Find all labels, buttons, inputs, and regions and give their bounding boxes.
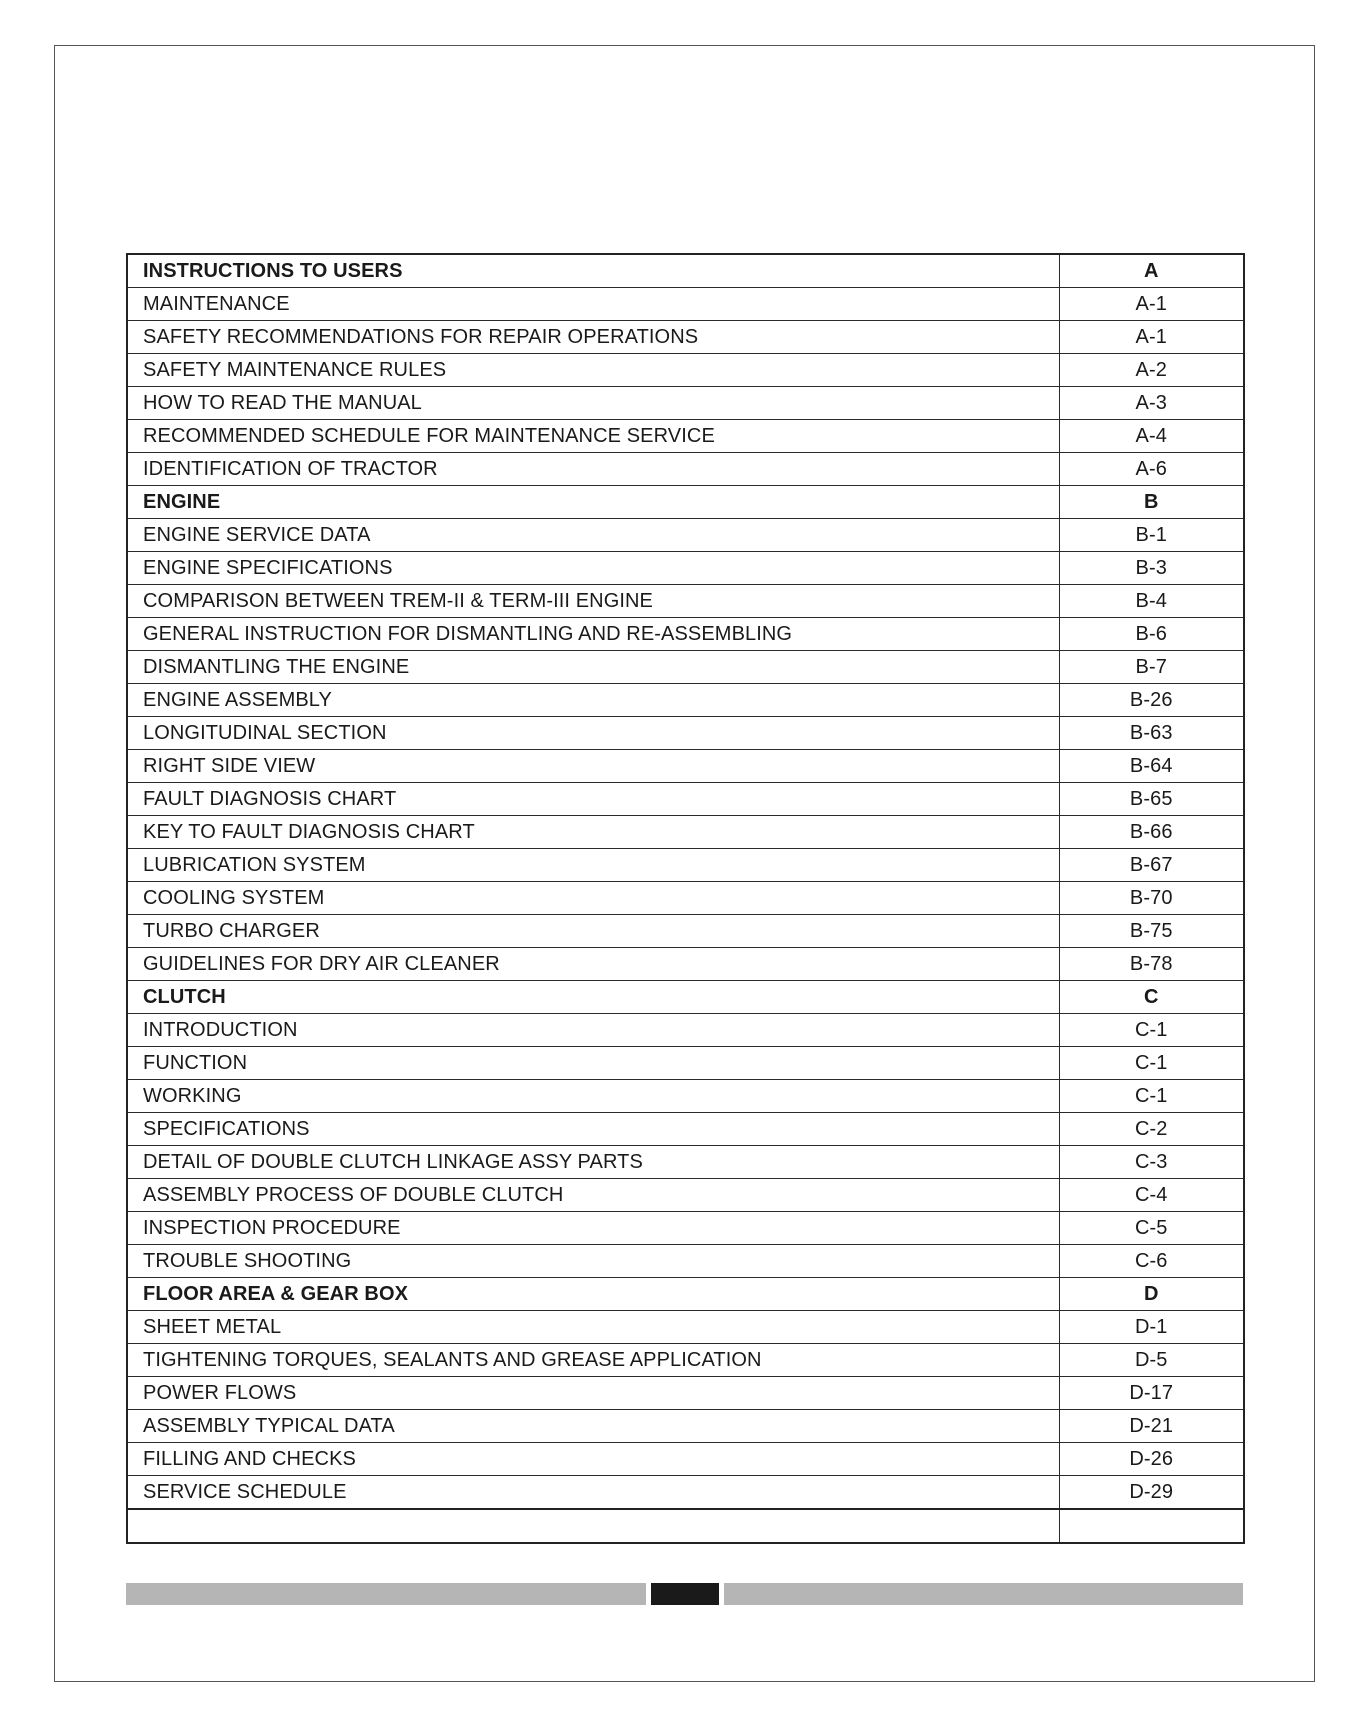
toc-entry-row — [127, 1146, 1244, 1179]
toc-entry-row — [127, 1476, 1244, 1510]
footer-bar-right — [724, 1583, 1243, 1605]
toc-page-number: C-1 — [1059, 1047, 1244, 1080]
toc-entry-title: MAINTENANCE — [127, 288, 1059, 321]
toc-section-title: CLUTCH — [127, 981, 1059, 1014]
toc-entry-row — [127, 651, 1244, 684]
toc-entry-title: LONGITUDINAL SECTION — [127, 717, 1059, 750]
toc-entry-title: HOW TO READ THE MANUAL — [127, 387, 1059, 420]
toc-entry-row — [127, 1014, 1244, 1047]
toc-entry-title: IDENTIFICATION OF TRACTOR — [127, 453, 1059, 486]
toc-entry-row — [127, 1113, 1244, 1146]
toc-entry-title: TROUBLE SHOOTING — [127, 1245, 1059, 1278]
toc-entry-title: ENGINE ASSEMBLY — [127, 684, 1059, 717]
toc-entry-title: SHEET METAL — [127, 1311, 1059, 1344]
toc-entry-title: DISMANTLING THE ENGINE — [127, 651, 1059, 684]
toc-entry-row — [127, 1377, 1244, 1410]
toc-section-letter: D — [1059, 1278, 1244, 1311]
toc-entry-row — [127, 585, 1244, 618]
toc-page-number: A-4 — [1059, 420, 1244, 453]
toc-page-number: B-4 — [1059, 585, 1244, 618]
toc-entry-row — [127, 1047, 1244, 1080]
toc-page-number: D-17 — [1059, 1377, 1244, 1410]
toc-page-number: C-4 — [1059, 1179, 1244, 1212]
toc-page-number: B-66 — [1059, 816, 1244, 849]
toc-page-number: A-1 — [1059, 288, 1244, 321]
toc-page-number: D-5 — [1059, 1344, 1244, 1377]
toc-entry-row — [127, 783, 1244, 816]
toc-entry-title: ASSEMBLY PROCESS OF DOUBLE CLUTCH — [127, 1179, 1059, 1212]
toc-page-number: B-78 — [1059, 948, 1244, 981]
toc-page-number: B-64 — [1059, 750, 1244, 783]
toc-entry-row — [127, 1245, 1244, 1278]
toc-page-number: B-75 — [1059, 915, 1244, 948]
toc-entry-row — [127, 1443, 1244, 1476]
toc-entry-row — [127, 717, 1244, 750]
toc-entry-row — [127, 321, 1244, 354]
toc-entry-title: GENERAL INSTRUCTION FOR DISMANTLING AND RE-ASSEMBLING — [127, 618, 1059, 651]
toc-entry-title: DETAIL OF DOUBLE CLUTCH LINKAGE ASSY PARTS — [127, 1146, 1059, 1179]
toc-entry-row — [127, 387, 1244, 420]
toc-section-title: INSTRUCTIONS TO USERS — [127, 254, 1059, 288]
toc-page-number: A-6 — [1059, 453, 1244, 486]
toc-entry-row — [127, 1410, 1244, 1443]
toc-entry-title: TURBO CHARGER — [127, 915, 1059, 948]
toc-entry-title: LUBRICATION SYSTEM — [127, 849, 1059, 882]
toc-entry-title: FAULT DIAGNOSIS CHART — [127, 783, 1059, 816]
toc-section-row — [127, 486, 1244, 519]
toc-page-number: B-7 — [1059, 651, 1244, 684]
toc-entry-row — [127, 816, 1244, 849]
toc-entry-title: RECOMMENDED SCHEDULE FOR MAINTENANCE SERVICE — [127, 420, 1059, 453]
toc-entry-row — [127, 1344, 1244, 1377]
toc-entry-title: INSPECTION PROCEDURE — [127, 1212, 1059, 1245]
toc-entry-title: INTRODUCTION — [127, 1014, 1059, 1047]
toc-section-letter: A — [1059, 254, 1244, 288]
toc-entry-title: ENGINE SERVICE DATA — [127, 519, 1059, 552]
toc-page-number: B-63 — [1059, 717, 1244, 750]
toc-empty-cell — [1059, 1509, 1244, 1543]
toc-entry-title: SERVICE SCHEDULE — [127, 1476, 1059, 1510]
toc-section-letter: B — [1059, 486, 1244, 519]
toc-entry-row — [127, 1080, 1244, 1113]
toc-section-title: ENGINE — [127, 486, 1059, 519]
toc-entry-row — [127, 552, 1244, 585]
toc-page-number: C-1 — [1059, 1080, 1244, 1113]
toc-section-row — [127, 981, 1244, 1014]
toc-page-number: A-1 — [1059, 321, 1244, 354]
toc-entry-row — [127, 750, 1244, 783]
toc-empty-cell — [127, 1509, 1059, 1543]
toc-entry-row — [127, 618, 1244, 651]
toc-entry-title: FUNCTION — [127, 1047, 1059, 1080]
toc-entry-title: SAFETY MAINTENANCE RULES — [127, 354, 1059, 387]
toc-entry-row — [127, 882, 1244, 915]
toc-entry-title: TIGHTENING TORQUES, SEALANTS AND GREASE APPLICATION — [127, 1344, 1059, 1377]
toc-entry-row — [127, 948, 1244, 981]
toc-entry-title: ASSEMBLY TYPICAL DATA — [127, 1410, 1059, 1443]
toc-entry-title: FILLING AND CHECKS — [127, 1443, 1059, 1476]
toc-entry-title: ENGINE SPECIFICATIONS — [127, 552, 1059, 585]
toc-section-letter: C — [1059, 981, 1244, 1014]
toc-page-number: B-70 — [1059, 882, 1244, 915]
toc-entry-row — [127, 354, 1244, 387]
toc-entry-title: RIGHT SIDE VIEW — [127, 750, 1059, 783]
toc-page-number: B-26 — [1059, 684, 1244, 717]
toc-entry-title: COOLING SYSTEM — [127, 882, 1059, 915]
toc-empty-row — [127, 1509, 1244, 1543]
toc-page-number: D-26 — [1059, 1443, 1244, 1476]
toc-page-number: B-67 — [1059, 849, 1244, 882]
toc-page-number: B-3 — [1059, 552, 1244, 585]
toc-entry-row — [127, 1179, 1244, 1212]
toc-entry-title: SAFETY RECOMMENDATIONS FOR REPAIR OPERATIONS — [127, 321, 1059, 354]
toc-entry-title: KEY TO FAULT DIAGNOSIS CHART — [127, 816, 1059, 849]
toc-page-number: C-6 — [1059, 1245, 1244, 1278]
table-of-contents — [126, 253, 1245, 1544]
toc-section-row — [127, 254, 1244, 288]
toc-page-number: D-21 — [1059, 1410, 1244, 1443]
toc-entry-row — [127, 684, 1244, 717]
toc-page-number: D-29 — [1059, 1476, 1244, 1510]
toc-entry-title: GUIDELINES FOR DRY AIR CLEANER — [127, 948, 1059, 981]
toc-body — [127, 254, 1244, 1543]
toc-entry-row — [127, 849, 1244, 882]
toc-entry-row — [127, 1212, 1244, 1245]
toc-page-number: C-1 — [1059, 1014, 1244, 1047]
footer-bar-left — [126, 1583, 646, 1605]
toc-entry-row — [127, 519, 1244, 552]
toc-page-number: B-6 — [1059, 618, 1244, 651]
toc-page-number: B-65 — [1059, 783, 1244, 816]
footer-page-number-block — [651, 1583, 719, 1605]
toc-section-title: FLOOR AREA & GEAR BOX — [127, 1278, 1059, 1311]
toc-entry-title: POWER FLOWS — [127, 1377, 1059, 1410]
toc-page-number: A-3 — [1059, 387, 1244, 420]
toc-entry-title: SPECIFICATIONS — [127, 1113, 1059, 1146]
toc-page-number: C-3 — [1059, 1146, 1244, 1179]
toc-entry-row — [127, 420, 1244, 453]
toc-page-number: D-1 — [1059, 1311, 1244, 1344]
toc-entry-row — [127, 288, 1244, 321]
toc-page-number: C-2 — [1059, 1113, 1244, 1146]
toc-entry-title: WORKING — [127, 1080, 1059, 1113]
toc-page-number: B-1 — [1059, 519, 1244, 552]
toc-page-number: C-5 — [1059, 1212, 1244, 1245]
toc-entry-title: COMPARISON BETWEEN TREM-II & TERM-III ENGINE — [127, 585, 1059, 618]
toc-entry-row — [127, 1311, 1244, 1344]
toc-entry-row — [127, 915, 1244, 948]
toc-section-row — [127, 1278, 1244, 1311]
toc-entry-row — [127, 453, 1244, 486]
toc-page-number: A-2 — [1059, 354, 1244, 387]
